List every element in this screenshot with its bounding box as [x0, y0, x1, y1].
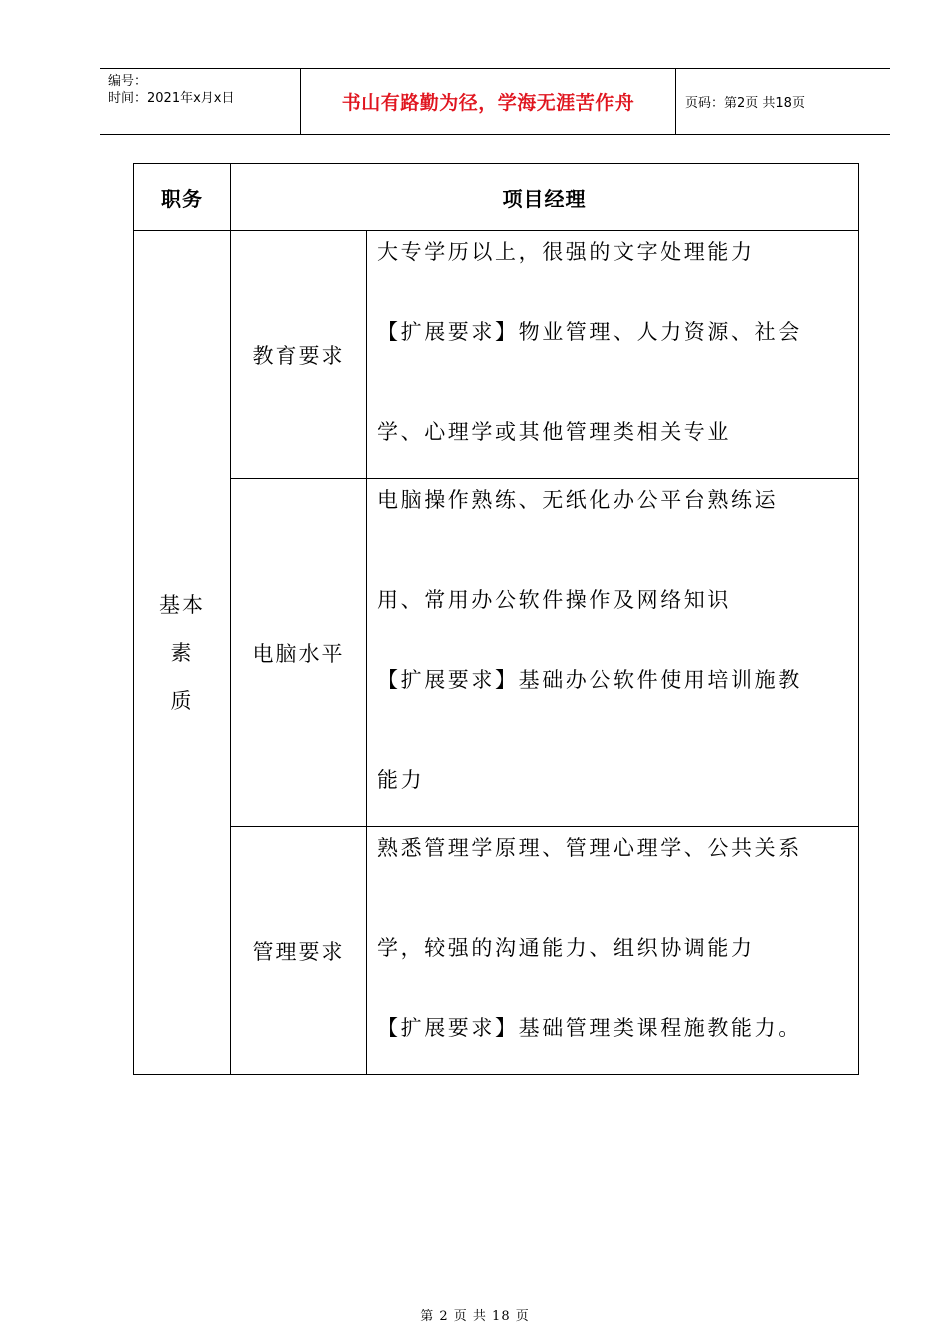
requirement-label-management: 管理要求 — [231, 827, 367, 1075]
header-meta — [100, 69, 301, 134]
detail-line: 【扩展要求】基础办公软件使用培训施教 — [377, 668, 802, 692]
requirement-detail-computer — [367, 479, 859, 827]
category-label-line1: 基本素 — [159, 592, 205, 665]
detail-line: 学、心理学或其他管理类相关专业 — [377, 420, 731, 444]
table-row — [134, 479, 859, 827]
category-cell — [134, 231, 231, 1075]
detail-line: 能力 — [377, 768, 425, 792]
position-value: 项目经理 — [231, 164, 859, 231]
header-slogan: 书山有路勤为径，学海无涯苦作舟 — [301, 69, 676, 134]
detail-line: 用、常用办公软件操作及网络知识 — [377, 588, 731, 612]
document-date: 时间：2021年x月x日 — [108, 91, 235, 106]
requirement-detail-education — [367, 231, 859, 479]
requirement-label-computer: 电脑水平 — [231, 479, 367, 827]
document-number-label: 编号： — [108, 74, 148, 89]
detail-line: 【扩展要求】基础管理类课程施教能力。 — [377, 1016, 802, 1040]
header-page-info: 页码：第2页 共18页 — [685, 96, 805, 111]
table-row — [134, 231, 859, 479]
page-footer: 第 2 页 共 18 页 — [420, 1309, 530, 1324]
job-requirements-table — [133, 163, 859, 1075]
detail-line: 学，较强的沟通能力、组织协调能力 — [377, 936, 755, 960]
detail-line: 电脑操作熟练、无纸化办公平台熟练运 — [377, 488, 779, 512]
detail-line: 【扩展要求】物业管理、人力资源、社会 — [377, 320, 802, 344]
detail-line: 大专学历以上，很强的文字处理能力 — [377, 240, 755, 264]
requirement-label-education: 教育要求 — [231, 231, 367, 479]
category-label-line2: 质 — [170, 688, 194, 713]
position-label: 职务 — [134, 164, 231, 231]
detail-line: 熟悉管理学原理、管理心理学、公共关系 — [377, 836, 802, 860]
table-header-row — [134, 164, 859, 231]
page-header — [100, 68, 890, 135]
requirement-detail-management — [367, 827, 859, 1075]
table-row — [134, 827, 859, 1075]
